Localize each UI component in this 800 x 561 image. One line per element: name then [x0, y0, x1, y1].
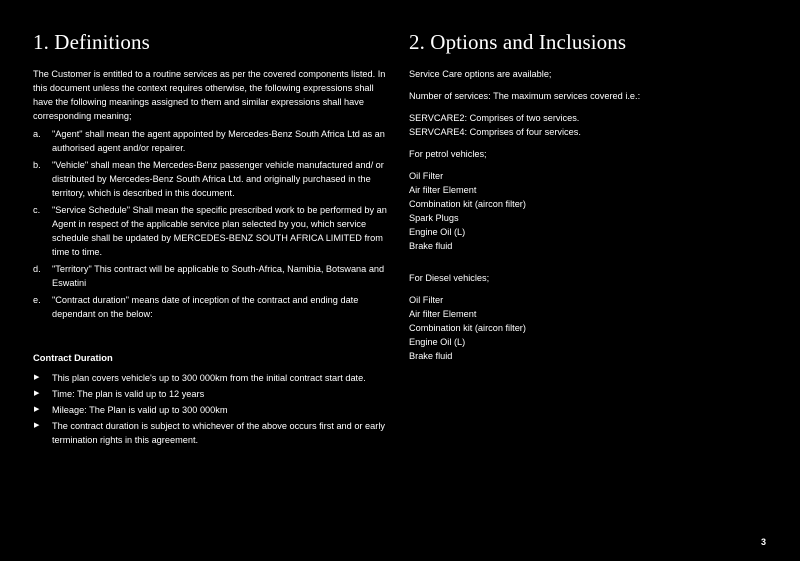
definition-item	[33, 262, 393, 290]
definition-item	[33, 203, 393, 259]
diesel-list	[409, 293, 769, 363]
definition-text: "Territory" This contract will be applicable to South-Africa, Namibia, Botswana and Eswatini	[52, 264, 385, 288]
list-item	[33, 387, 393, 401]
definition-label: b.	[33, 160, 41, 170]
servcare2-text: SERVCARE2: Comprises of two services.	[409, 113, 580, 123]
diesel-heading: For Diesel vehicles;	[409, 273, 490, 283]
list-item: Oil Filter	[409, 295, 444, 305]
definition-label: c.	[33, 205, 41, 215]
list-item: Combination kit (aircon filter)	[409, 199, 526, 209]
list-item: Oil Filter	[409, 171, 444, 181]
definition-text: "Service Schedule" Shall mean the specific prescribed work to be performed by an Agent in respect of the applicable service plan selected by you, which service schedule shall be updated by MERCEDES-BENZ SOUTH AFRICA LIMITED from time to time.	[52, 205, 387, 257]
bullet-text: Mileage: The Plan is valid up to 300 000km	[52, 405, 228, 415]
list-item: Brake fluid	[409, 241, 453, 251]
number-of-services: Number of services: The maximum services covered i.e.:	[409, 91, 641, 101]
bullet-arrow-icon: ▶	[34, 390, 40, 397]
contract-duration-heading: Contract Duration	[33, 352, 113, 363]
definition-label: a.	[33, 129, 41, 139]
spacer	[409, 253, 769, 271]
list-item: Combination kit (aircon filter)	[409, 323, 526, 333]
definitions-column	[33, 30, 393, 449]
servcare4-text: SERVCARE4: Comprises of four services.	[409, 127, 581, 137]
contract-duration-list	[33, 371, 393, 447]
list-item: Engine Oil (L)	[409, 227, 466, 237]
list-item	[33, 419, 393, 447]
bullet-arrow-icon: ▶	[34, 374, 40, 381]
options-column	[409, 30, 769, 363]
list-item: Spark Plugs	[409, 213, 459, 223]
definition-text: "Agent" shall mean the agent appointed by Mercedes-Benz South Africa Ltd as an authorised agent and/or repairer.	[52, 129, 385, 153]
list-item: Engine Oil (L)	[409, 337, 466, 347]
definition-text: "Contract duration" means date of inception of the contract and ending date dependant on the below:	[52, 295, 359, 319]
definitions-heading: 1. Definitions	[33, 30, 150, 54]
options-heading: 2. Options and Inclusions	[409, 30, 627, 54]
bullet-arrow-icon: ▶	[34, 422, 40, 429]
definition-item	[33, 158, 393, 200]
definition-item	[33, 293, 393, 321]
list-item	[33, 403, 393, 417]
definition-item	[33, 127, 393, 155]
definitions-intro: The Customer is entitled to a routine services as per the covered components listed. In this document unless the context requires otherwise, the following expressions shall have the following meanings assigned to them and similar expressions shall have corresponding meaning;	[33, 69, 386, 121]
petrol-list	[409, 169, 769, 253]
list-item: Air filter Element	[409, 185, 477, 195]
bullet-text: The contract duration is subject to whichever of the above occurs first and or early termination rights in this agreement.	[52, 421, 385, 445]
definition-label: d.	[33, 264, 41, 274]
bullet-text: This plan covers vehicle's up to 300 000km from the initial contract start date.	[52, 373, 366, 383]
definitions-list	[33, 127, 393, 321]
list-item	[33, 371, 393, 385]
definition-label: e.	[33, 295, 41, 305]
bullet-text: Time: The plan is valid up to 12 years	[52, 389, 205, 399]
list-item: Brake fluid	[409, 351, 453, 361]
bullet-arrow-icon: ▶	[34, 406, 40, 413]
definition-text: "Vehicle" shall mean the Mercedes-Benz passenger vehicle manufactured and/ or distributed by Mercedes-Benz South Africa Ltd. and originally purchased in the territory, which is described in this document.	[52, 160, 384, 198]
options-available: Service Care options are available;	[409, 69, 552, 79]
list-item: Air filter Element	[409, 309, 477, 319]
page-number: 3	[760, 537, 766, 547]
petrol-heading: For petrol vehicles;	[409, 149, 487, 159]
